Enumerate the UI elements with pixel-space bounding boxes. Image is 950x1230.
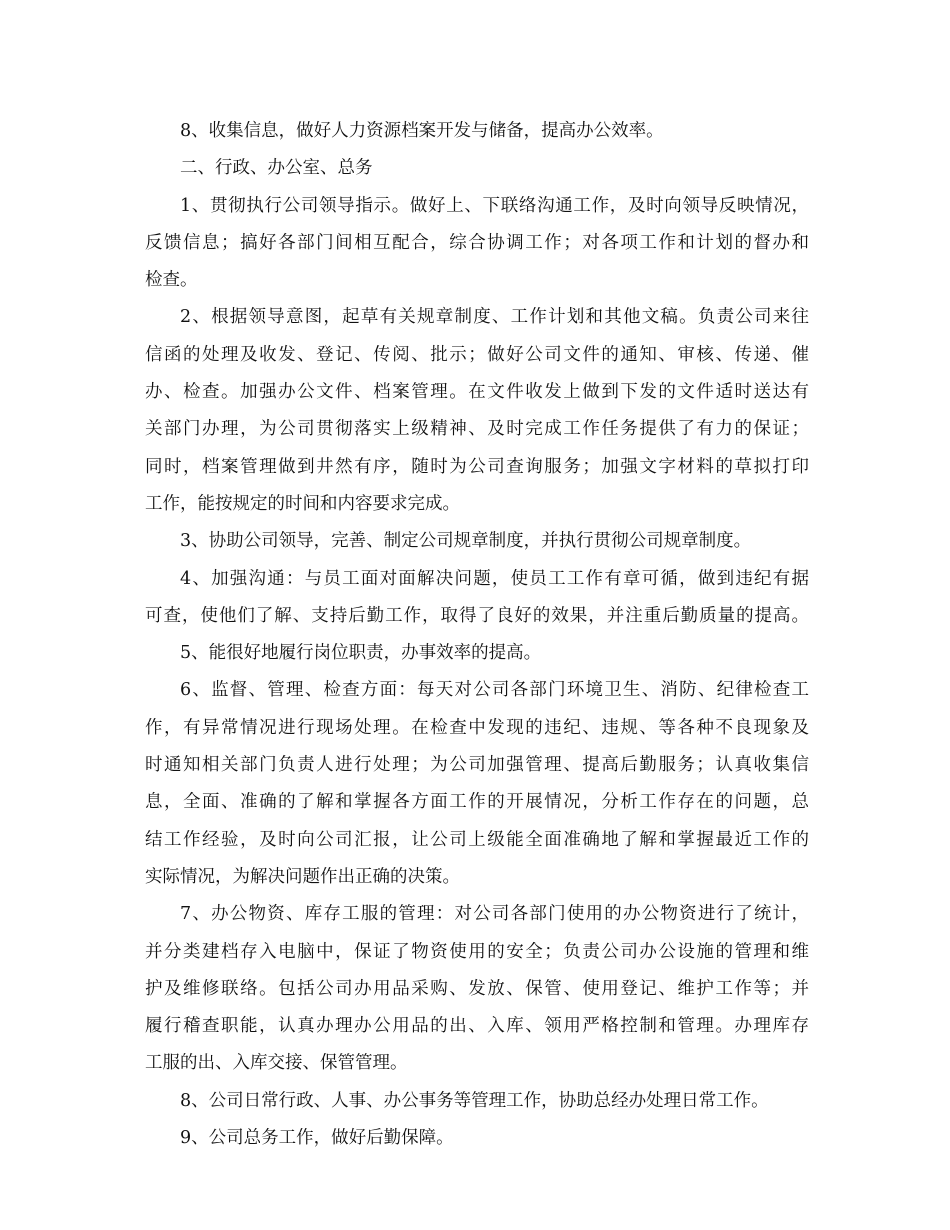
text-line: 同时，档案管理做到井然有序，随时为公司查询服务；加强文字材料的草拟打印: [145, 456, 809, 477]
text-line: 履行稽查职能，认真办理办公用品的出、入库、领用严格控制和管理。办理库存: [145, 1016, 809, 1037]
text-line: 反馈信息；搞好各部门间相互配合，综合协调工作；对各项工作和计划的督办和: [145, 232, 809, 253]
text-line: 实际情况，为解决问题作出正确的决策。: [145, 866, 460, 887]
section-heading: 二、行政、办公室、总务: [180, 158, 373, 179]
text-line: 并分类建档存入电脑中，保证了物资使用的安全；负责公司办公设施的管理和维: [145, 941, 809, 962]
document-body: [145, 113, 809, 1157]
text-line: 4、加强沟通：与员工面对面解决问题，使员工工作有章可循，做到违纪有据: [180, 568, 809, 589]
text-line: 3、协助公司领导，完善、制定公司规章制度，并执行贯彻公司规章制度。: [180, 531, 752, 552]
text-line: 信函的处理及收发、登记、传阅、批示；做好公司文件的通知、审核、传递、催: [145, 344, 809, 365]
text-line: 检查。: [145, 270, 198, 291]
text-line: 关部门办理，为公司贯彻落实上级精神、及时完成工作任务提供了有力的保证；: [145, 419, 809, 440]
text-line: 护及维修联络。包括公司办用品采购、发放、保管、使用登记、维护工作等；并: [145, 978, 809, 999]
text-line: 息，全面、准确的了解和掌握各方面工作的开展情况，分析工作存在的问题，总: [145, 792, 809, 813]
text-line: 结工作经验，及时向公司汇报，让公司上级能全面准确地了解和掌握最近工作的: [145, 829, 809, 850]
text-line: 工服的出、入库交接、保管管理。: [145, 1053, 408, 1074]
text-line: 9、公司总务工作，做好后勤保障。: [180, 1128, 454, 1149]
text-line: 可查，使他们了解、支持后勤工作，取得了良好的效果，并注重后勤质量的提高。: [145, 605, 809, 626]
text-line: 作，有异常情况进行现场处理。在检查中发现的违纪、违规、等各种不良现象及: [145, 717, 809, 738]
text-line: 办、检查。加强办公文件、档案管理。在文件收发上做到下发的文件适时送达有: [145, 382, 809, 403]
text-line: 8、公司日常行政、人事、办公事务等管理工作，协助总经办处理日常工作。: [180, 1090, 769, 1111]
text-line: 7、办公物资、库存工服的管理：对公司各部门使用的办公物资进行了统计，: [180, 904, 809, 925]
text-line: 1、贯彻执行公司领导指示。做好上、下联络沟通工作，及时向领导反映情况，: [180, 195, 809, 216]
text-line: 6、监督、管理、检查方面：每天对公司各部门环境卫生、消防、纪律检查工: [180, 680, 809, 701]
text-line: 5、能很好地履行岗位职责，办事效率的提高。: [180, 643, 542, 664]
text-line: 2、根据领导意图，起草有关规章制度、工作计划和其他文稿。负责公司来往: [180, 307, 809, 328]
text-line: 8、收集信息，做好人力资源档案开发与储备，提高办公效率。: [180, 121, 664, 141]
text-line: 时通知相关部门负责人进行处理；为公司加强管理、提高后勤服务；认真收集信: [145, 755, 809, 776]
text-line: 工作，能按规定的时间和内容要求完成。: [145, 493, 460, 514]
